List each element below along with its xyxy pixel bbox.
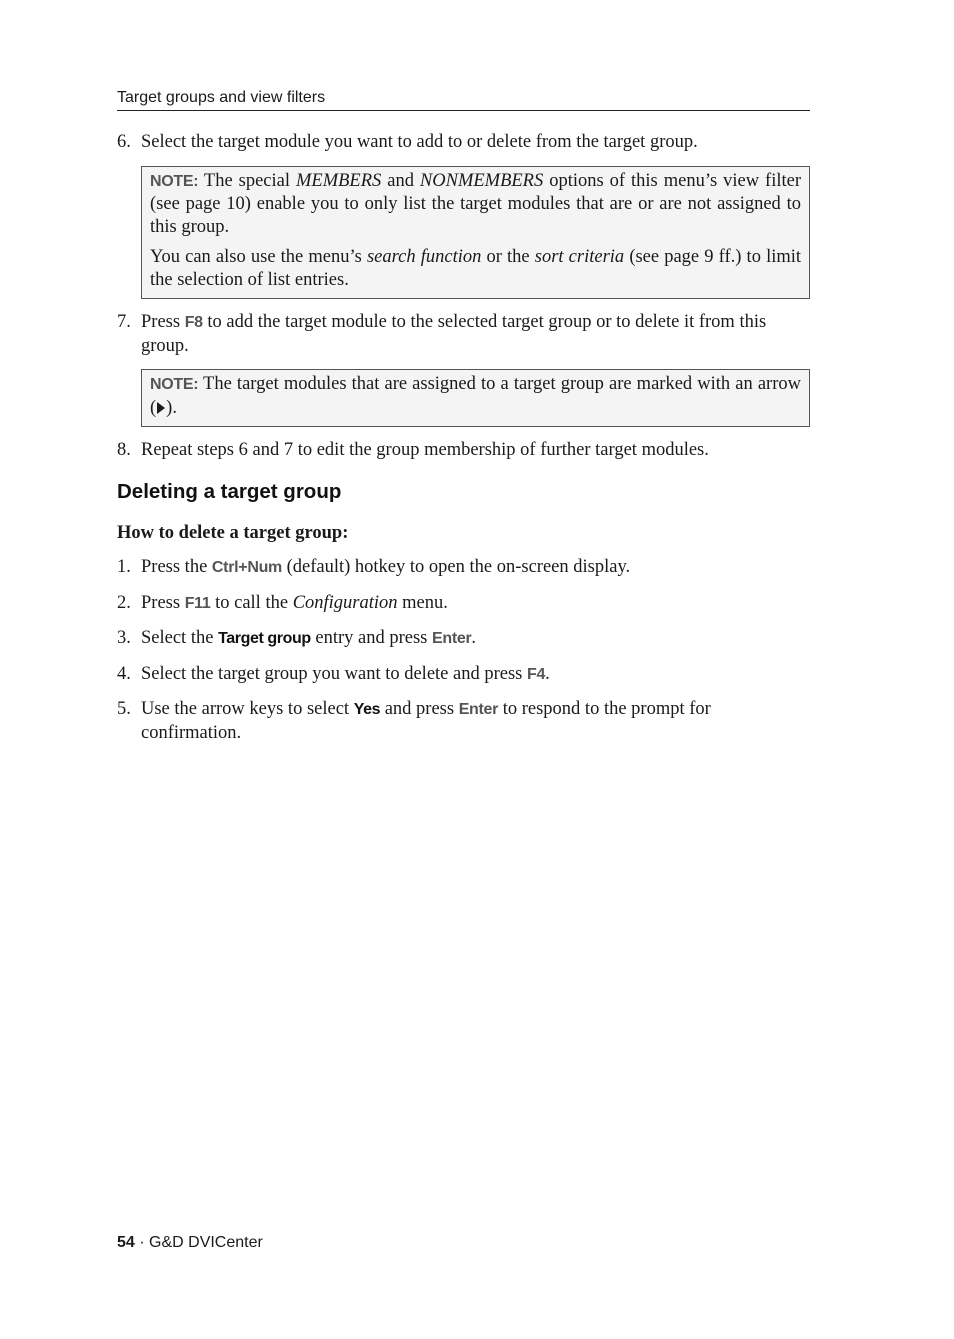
page-footer (117, 1234, 263, 1252)
target-group-entry: Target group (218, 630, 311, 647)
step-text: Press (141, 312, 185, 332)
triangle-right-icon (157, 402, 165, 414)
key-enter: Enter (432, 630, 472, 647)
note-text: The special (198, 170, 296, 191)
configuration-menu-term: Configuration (292, 592, 398, 613)
note-text: (see page 9 ff.) to limit the selection of list entries. (150, 247, 802, 290)
step-number: 6. (117, 132, 131, 152)
step-number: 1. (117, 557, 131, 577)
step-1 (117, 556, 810, 580)
step-text: Select the (141, 628, 219, 648)
key-f4: F4 (527, 665, 546, 683)
search-function-term: search function (366, 247, 482, 267)
step-text: . (545, 663, 550, 684)
note-text: ). (166, 397, 177, 418)
note-box-view-filter (141, 166, 810, 300)
step-number: 3. (117, 628, 131, 648)
note-paragraph (150, 170, 801, 239)
step-number: 4. (117, 663, 131, 684)
note-label: NOTE: (150, 376, 199, 393)
procedure-title: How to delete a target group: (117, 522, 349, 543)
sort-criteria-term: sort criteria (534, 247, 625, 267)
footer-separator: · (134, 1234, 150, 1251)
key-enter: Enter (458, 701, 499, 718)
note-text: The target modules that are assigned to a target group are marked with an arrow ( (150, 374, 801, 418)
step-8 (117, 439, 810, 462)
note-label: NOTE: (150, 172, 199, 190)
note-paragraph (150, 373, 801, 419)
step-4 (117, 663, 810, 687)
note-paragraph (150, 246, 801, 291)
step-2 (117, 592, 810, 616)
footer-title: G&D DVICenter (149, 1234, 263, 1251)
step-number: 5. (117, 699, 131, 719)
step-text: . (471, 628, 477, 648)
step-text: Press (141, 592, 185, 613)
note-text: options of this menu’s view filter (see page 10) enable you to only list the target modules that are or are not assigned to this group. (150, 170, 802, 237)
step-6 (117, 131, 810, 154)
step-text: entry and press (310, 628, 432, 648)
step-text: to add the target module to the selected target group or to delete it from this group. (141, 312, 767, 356)
step-text: Repeat steps 6 and 7 to edit the group membership of further target modules. (141, 440, 709, 460)
note-box-arrow (141, 369, 810, 427)
step-text: (default) hotkey to open the on-screen display. (281, 557, 631, 577)
note-text: and (381, 170, 420, 191)
members-option: MEMBERS (295, 170, 382, 191)
step-number: 8. (117, 440, 131, 460)
yes-entry: Yes (353, 701, 381, 718)
page-number: 54 (117, 1234, 135, 1251)
step-text: Select the target group you want to delete and press (141, 663, 527, 684)
section-heading: Deleting a target group (117, 479, 342, 503)
step-7 (117, 311, 810, 357)
step-text: menu. (397, 592, 448, 613)
header-title: Target groups and view filters (117, 89, 326, 106)
step-text: and press (380, 699, 459, 719)
step-text: Press the (141, 557, 212, 577)
step-5 (117, 698, 810, 744)
note-text: or the (481, 247, 535, 267)
step-text: to respond to the prompt for confirmation. (141, 699, 711, 743)
running-header (117, 89, 810, 111)
nonmembers-option: NONMEMBERS (419, 170, 544, 191)
key-ctrl-num: Ctrl+Num (211, 559, 282, 576)
step-number: 2. (117, 592, 131, 613)
page-content (117, 131, 810, 756)
key-f8: F8 (184, 314, 203, 331)
step-text: Select the target module you want to add to or delete from the target group. (141, 132, 698, 152)
step-number: 7. (117, 312, 131, 332)
note-text: You can also use the menu’s (150, 247, 367, 267)
step-text: to call the (210, 592, 293, 613)
key-f11: F11 (184, 594, 211, 612)
step-3 (117, 627, 810, 651)
step-text: Use the arrow keys to select (141, 699, 354, 719)
